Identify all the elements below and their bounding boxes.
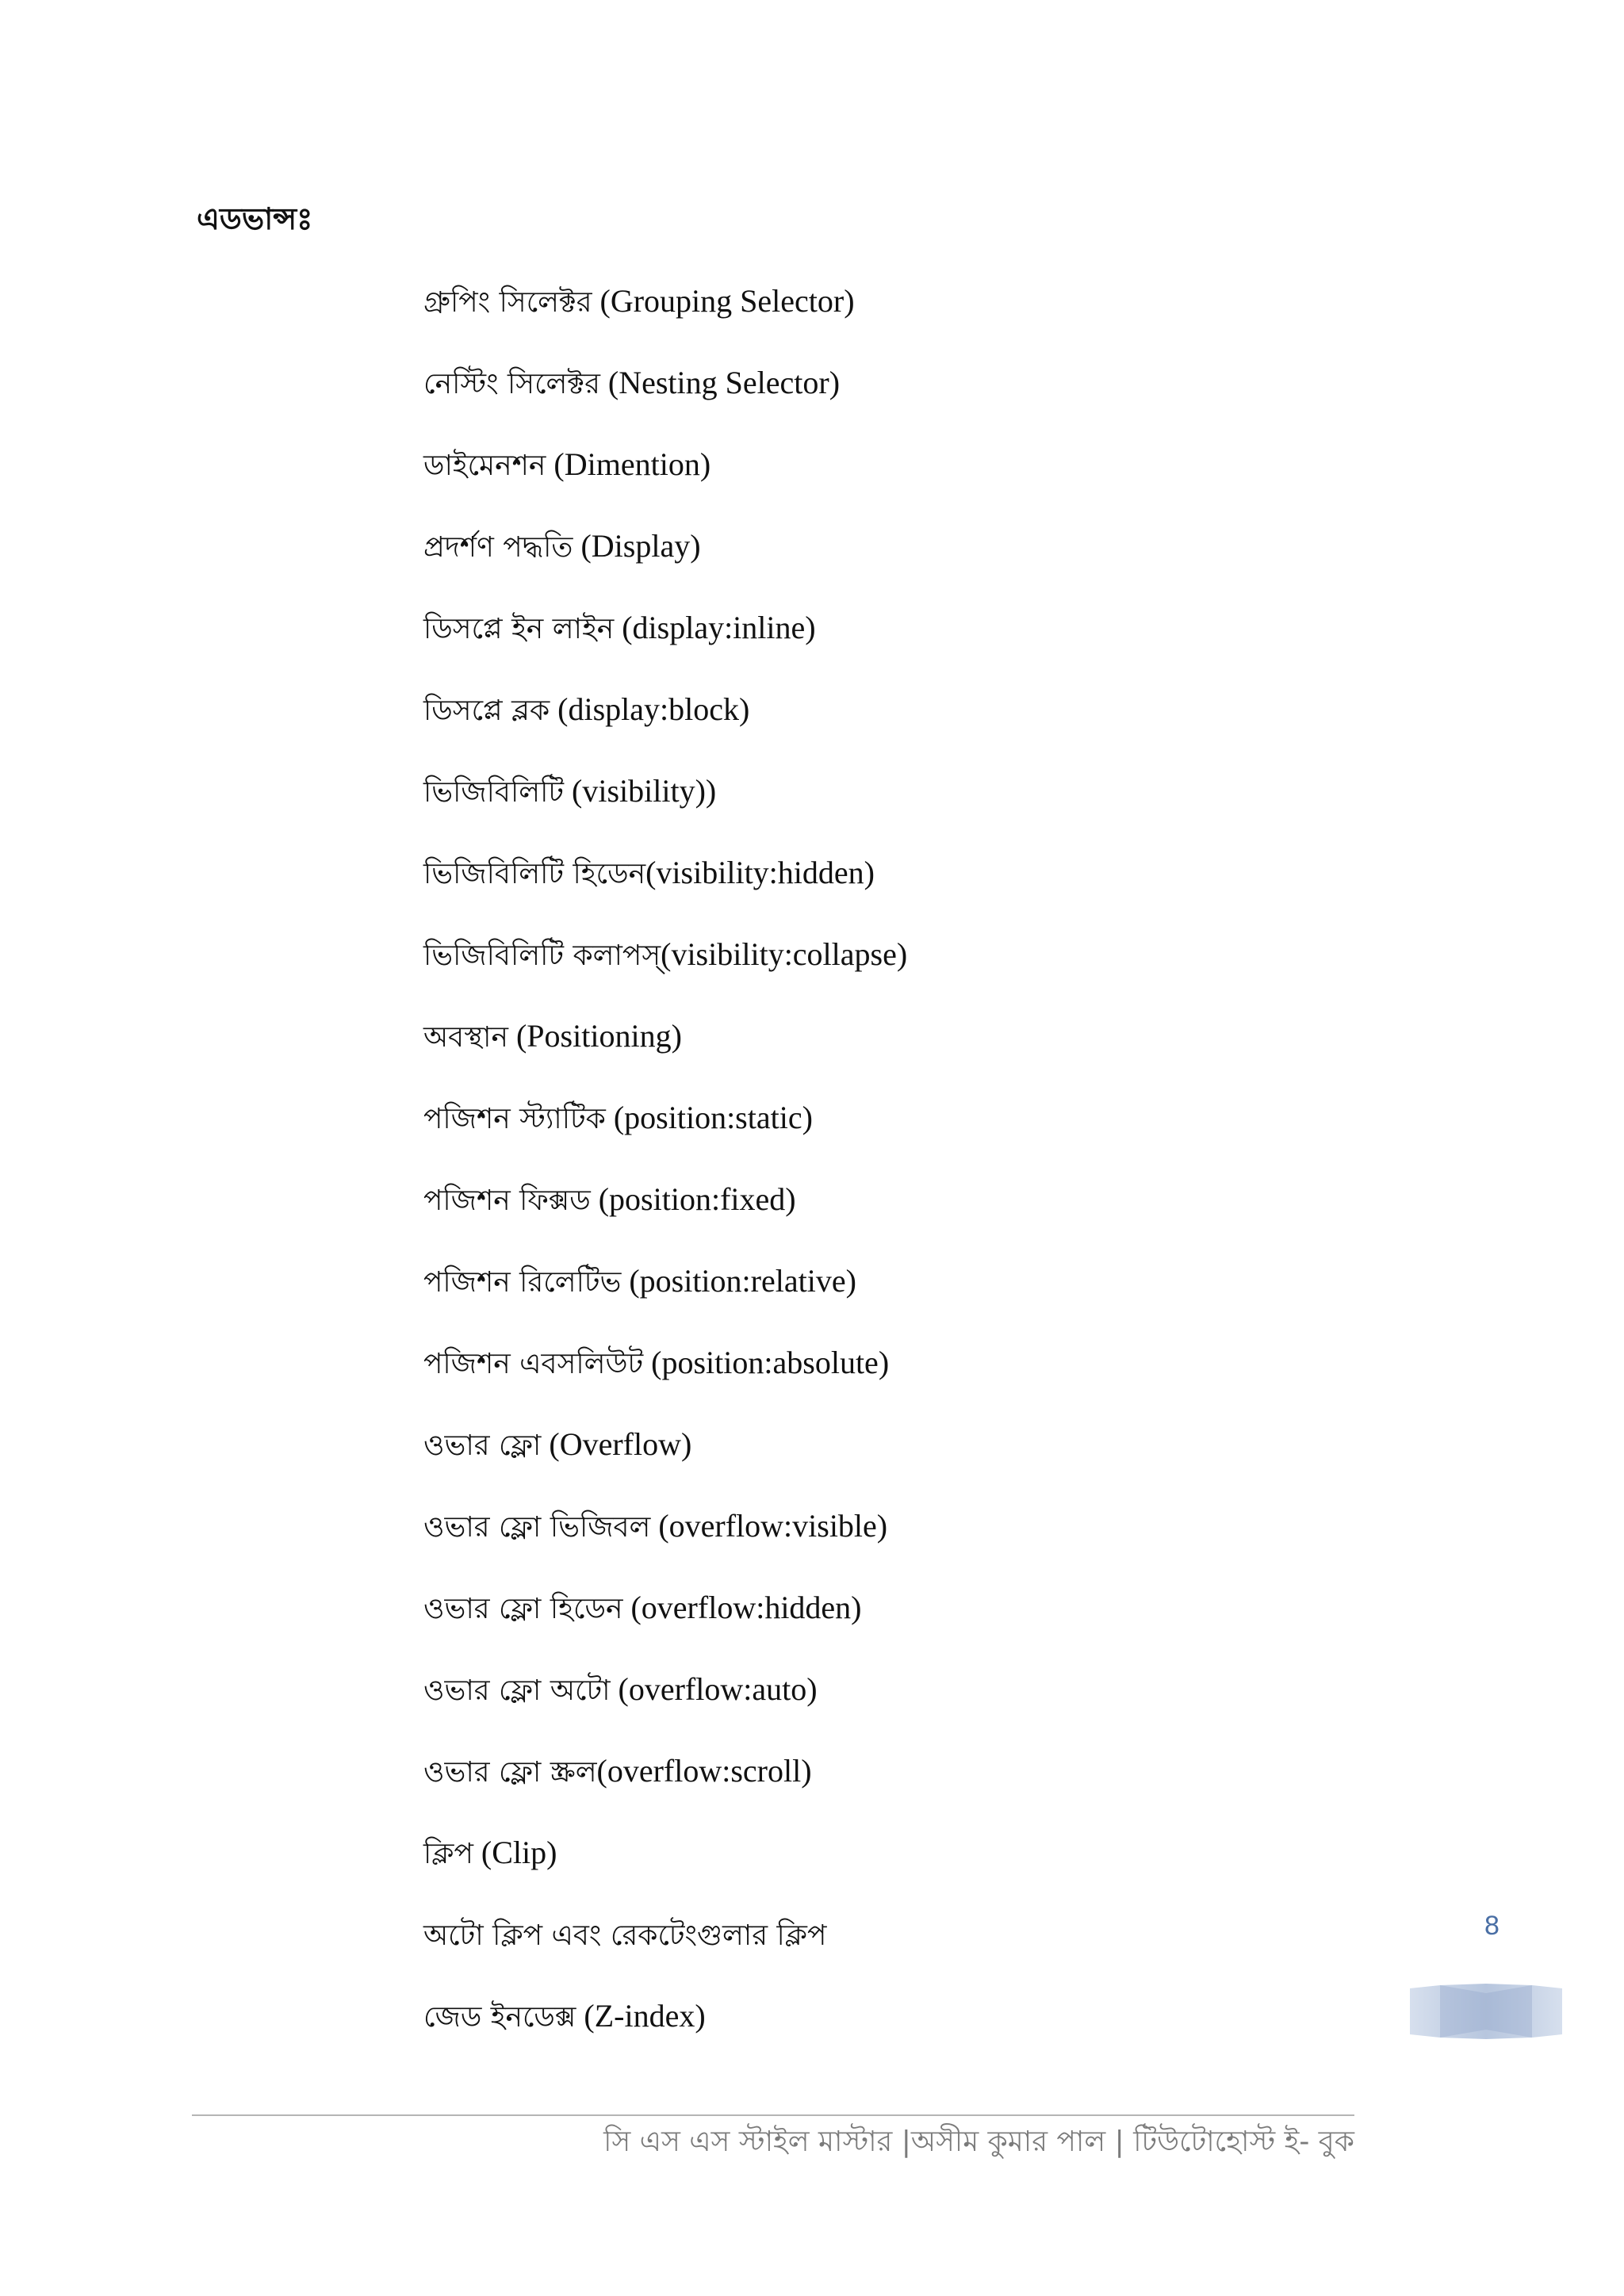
topic-english: (display:inline) [622, 610, 816, 645]
topic-bangla: ওভার ফ্লো [423, 1429, 542, 1462]
list-item [423, 1012, 907, 1094]
topic-english: (Clip) [481, 1835, 557, 1870]
topic-bangla: ওভার ফ্লো হিডেন [423, 1593, 623, 1625]
topic-bangla: ডাইমেনশন [423, 450, 546, 482]
topic-english: (Overflow) [549, 1426, 692, 1462]
topic-bangla: ভিজিবিলিটি কলাপস্ [423, 939, 661, 972]
list-item [423, 767, 907, 849]
topic-english: (visibility:hidden) [645, 855, 875, 890]
page-curl-decoration-icon [1408, 1982, 1564, 2041]
topic-english: (overflow:hidden) [630, 1590, 862, 1625]
topic-bangla: ভিজিবিলিটি হিডেন [423, 858, 646, 890]
list-item [423, 522, 907, 604]
list-item [423, 441, 907, 522]
list-item [423, 604, 907, 686]
list-item [423, 1584, 907, 1666]
list-item [423, 1502, 907, 1584]
topic-english: (Dimention) [553, 446, 711, 482]
list-item [423, 849, 907, 931]
topic-bangla: পজিশন স্ট্যাটিক [423, 1103, 606, 1135]
topic-bangla: প্রদর্শণ পদ্ধতি [423, 531, 573, 564]
topic-list [423, 277, 907, 2074]
topic-bangla: ভিজিবিলিটি [423, 776, 565, 809]
topic-bangla: ওভার ফ্লো স্ক্রল [423, 1756, 597, 1789]
page-number: 8 [1484, 1911, 1500, 1941]
list-item [423, 277, 907, 359]
footer-divider [192, 2114, 1354, 2116]
topic-bangla: ওভার ফ্লো অটো [423, 1674, 611, 1707]
list-item [423, 1421, 907, 1502]
footer-text: সি এস এস স্টাইল মাস্টার |অসীম কুমার পাল | টিউটোহোস্ট ই- বুক [603, 2126, 1354, 2158]
topic-bangla: ক্লিপ [423, 1838, 473, 1870]
topic-bangla: ডিসপ্লে ব্লক [423, 695, 550, 727]
list-item [423, 1094, 907, 1176]
topic-english: (Z-index) [584, 1998, 706, 2034]
list-item [423, 931, 907, 1012]
topic-english: (position:relative) [629, 1263, 856, 1299]
topic-bangla: ডিসপ্লে ইন লাইন [423, 613, 615, 645]
topic-bangla: পজিশন ফিক্সড [423, 1184, 591, 1217]
topic-english: (Display) [580, 528, 701, 564]
list-item [423, 1339, 907, 1421]
topic-bangla: নেস্টিং সিলেক্টর [423, 368, 600, 400]
topic-english: (Grouping Selector) [599, 283, 855, 319]
topic-bangla: পজিশন এবসলিউট [423, 1348, 644, 1380]
list-item [423, 1666, 907, 1747]
topic-english: (overflow:auto) [618, 1671, 818, 1707]
list-item [423, 359, 907, 441]
topic-bangla: অটো ক্লিপ এবং রেকটেংগুলার ক্লিপ [423, 1919, 827, 1952]
list-item [423, 1911, 907, 1992]
list-item [423, 1829, 907, 1911]
topic-english: (display:block) [557, 691, 750, 727]
list-item [423, 1176, 907, 1257]
topic-english: (visibility:collapse) [661, 936, 908, 972]
topic-english: (visibility)) [572, 773, 717, 809]
list-item [423, 1257, 907, 1339]
list-item [423, 1747, 907, 1829]
topic-english: (Positioning) [515, 1018, 682, 1054]
topic-english: (position:static) [613, 1100, 813, 1135]
topic-bangla: গ্রুপিং সিলেক্টর [423, 286, 592, 319]
section-heading: এডভান্সঃ [197, 201, 313, 236]
topic-bangla: জেড ইনডেক্স [423, 2001, 576, 2034]
topic-bangla: অবস্থান [423, 1021, 508, 1054]
list-item [423, 1992, 907, 2074]
topic-english: (Nesting Selector) [607, 365, 841, 400]
topic-english: (position:fixed) [598, 1181, 796, 1217]
topic-english: (position:absolute) [651, 1345, 890, 1380]
topic-bangla: ওভার ফ্লো ভিজিবল [423, 1511, 651, 1544]
topic-english: (overflow:scroll) [596, 1753, 812, 1789]
topic-bangla: পজিশন রিলেটিভ [423, 1266, 622, 1299]
list-item [423, 686, 907, 767]
topic-english: (overflow:visible) [658, 1508, 888, 1544]
